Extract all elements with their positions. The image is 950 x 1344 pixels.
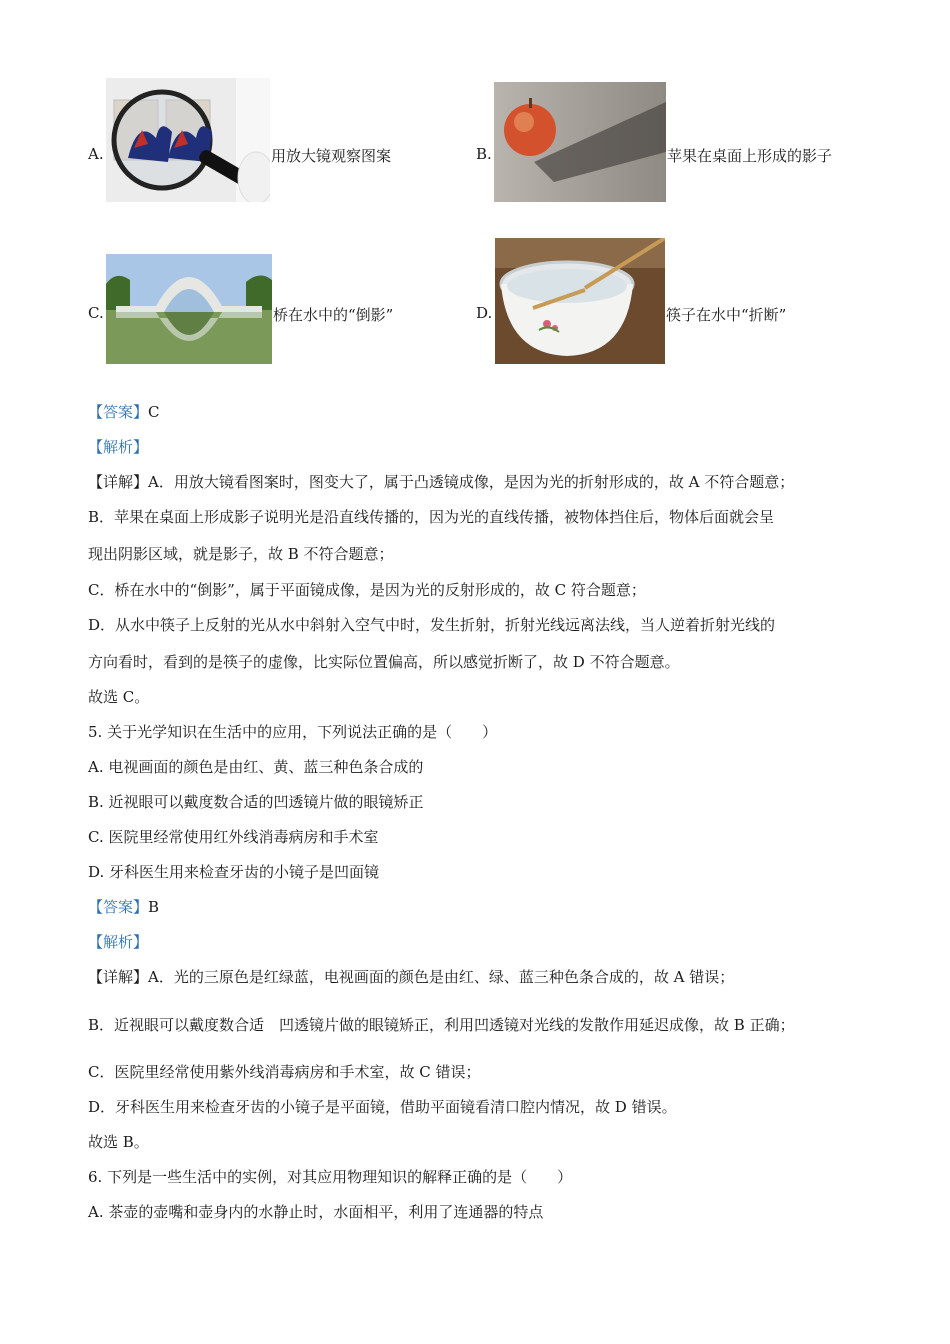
q5-detail-line	[88, 966, 734, 987]
q5-analysis-tag: 【解析】	[88, 933, 149, 951]
option-c-label: C.	[88, 304, 104, 322]
chopstick-bowl-image	[495, 238, 665, 364]
q5-line: C．医院里经常使用紫外线消毒病房和手术室，故 C 错误；	[88, 1063, 481, 1081]
detail-tag: 【详解】	[88, 968, 149, 986]
detail-tag: 【详解】	[88, 473, 149, 491]
detail-text: A．光的三原色是红绿蓝，电视画面的颜色是由红、绿、蓝三种色条合成的，故 A 错误；	[148, 968, 735, 986]
bridge-reflection-image	[106, 254, 272, 364]
option-b-text: 苹果在桌面上形成的影子	[667, 147, 833, 165]
q4-line: 现出阴影区域，就是影子，故 B 不符合题意；	[88, 545, 394, 563]
answer-value: B	[148, 898, 160, 916]
option-c-text: 桥在水中的“倒影”	[273, 306, 394, 324]
q5-option-a: A. 电视画面的颜色是由红、黄、蓝三种色条合成的	[88, 758, 424, 776]
q4-line: D．从水中筷子上反射的光从水中斜射入空气中时，发生折射，折射光线远离法线，当人逆着折射光线的	[88, 616, 776, 634]
option-d-label: D.	[476, 304, 493, 322]
q5-option-c: C. 医院里经常使用红外线消毒病房和手术室	[88, 828, 379, 846]
q5-option-b: B. 近视眼可以戴度数合适的凹透镜片做的眼镜矫正	[88, 793, 424, 811]
q5-option-d: D. 牙科医生用来检查牙齿的小镜子是凹面镜	[88, 863, 380, 881]
option-d-text: 筷子在水中“折断”	[666, 306, 787, 324]
q5-question: 5. 关于光学知识在生活中的应用，下列说法正确的是（ ）	[88, 723, 498, 741]
q4-conclusion: 故选 C。	[88, 688, 150, 706]
q4-answer	[88, 401, 160, 422]
detail-text: A．用放大镜看图案时，图变大了，属于凸透镜成像，是因为光的折射形成的，故 A 不符合题意；	[148, 473, 795, 491]
q4-detail-line	[88, 471, 794, 492]
q5-answer	[88, 896, 159, 917]
q4-line: 方向看时，看到的是筷子的虚像，比实际位置偏高，所以感觉折断了，故 D 不符合题意。	[88, 653, 680, 671]
q4-line: B．苹果在桌面上形成影子说明光是沿直线传播的，因为光的直线传播，被物体挡住后，物体后面就会呈	[88, 508, 775, 526]
q6-question: 6. 下列是一些生活中的实例，对其应用物理知识的解释正确的是（ ）	[88, 1168, 573, 1186]
option-a-text: 用放大镜观察图案	[271, 147, 392, 165]
q6-option-a: A. 茶壶的壶嘴和壶身内的水静止时，水面相平，利用了连通器的特点	[88, 1203, 544, 1221]
q5-line: D．牙科医生用来检查牙齿的小镜子是平面镜，借助平面镜看清口腔内情况，故 D 错误。	[88, 1098, 677, 1116]
answer-value: C	[148, 403, 160, 421]
option-a-label: A.	[88, 145, 104, 163]
q5-conclusion: 故选 B。	[88, 1133, 149, 1151]
q5-line: B．近视眼可以戴度数合适 凹透镜片做的眼镜矫正，利用凹透镜对光线的发散作用延迟成像，故 B 正确；	[88, 1016, 795, 1034]
option-b-label: B.	[476, 145, 492, 163]
apple-shadow-image	[494, 82, 666, 202]
q4-line: C．桥在水中的“倒影”，属于平面镜成像，是因为光的反射形成的，故 C 符合题意；	[88, 581, 646, 599]
answer-tag: 【答案】	[88, 403, 149, 421]
answer-tag: 【答案】	[88, 898, 149, 916]
q4-analysis-tag: 【解析】	[88, 438, 149, 456]
magnifier-stamp-image	[106, 78, 270, 202]
